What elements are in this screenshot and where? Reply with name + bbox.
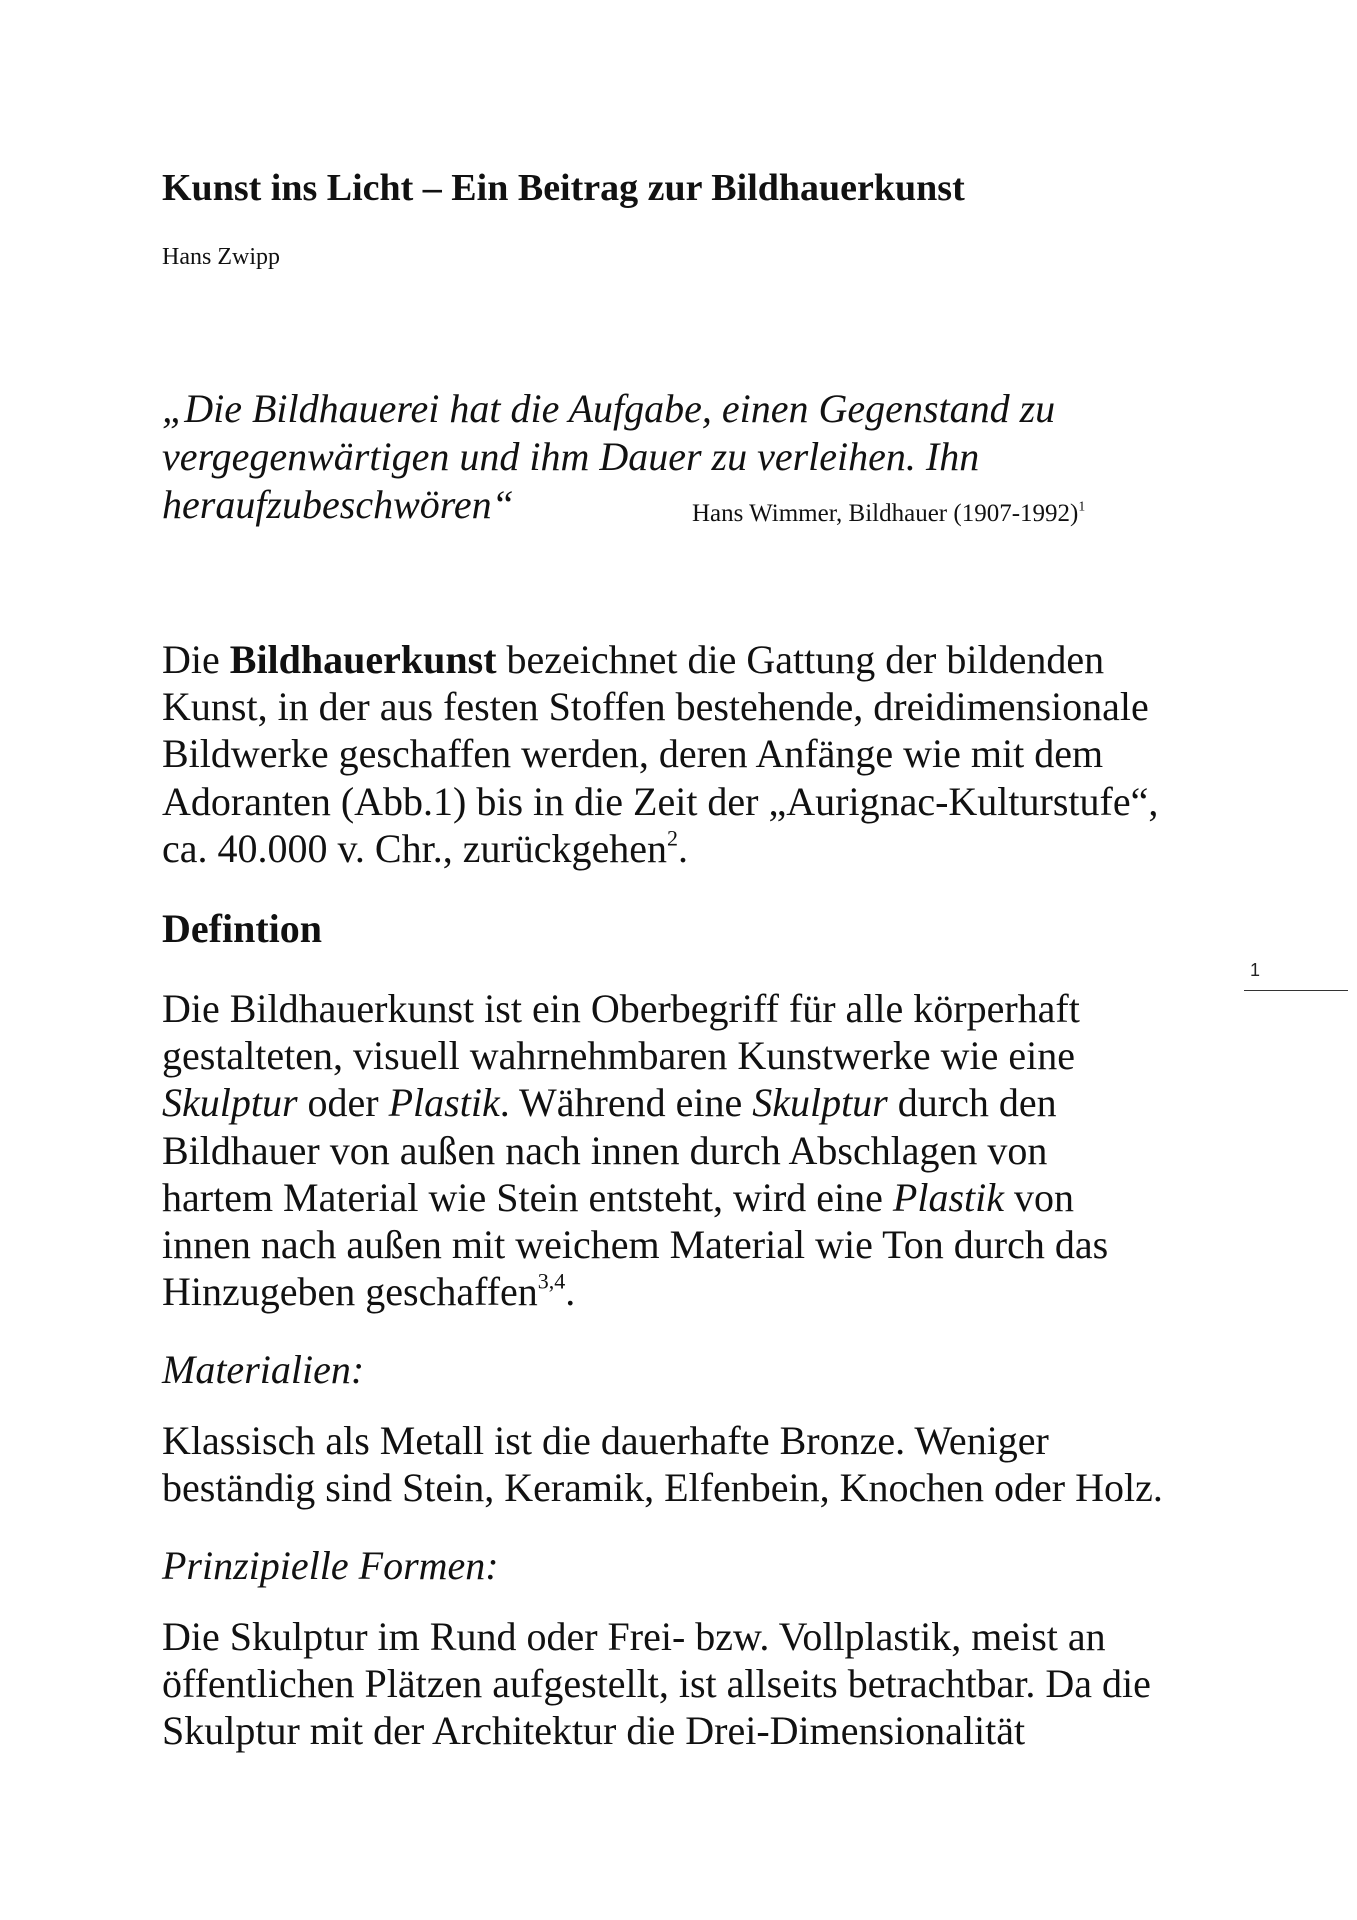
materials-paragraph [162, 1417, 1212, 1511]
materials-heading: Materialien: [162, 1347, 365, 1392]
forms-heading: Prinzipielle Formen: [162, 1543, 499, 1588]
paragraph-line: öffentlichen Plätzen aufgestellt, ist allseits betrachtbar. Da die [162, 1661, 1151, 1707]
paragraph-line: innen nach außen mit weichem Material wie Ton durch das [162, 1222, 1109, 1268]
paragraph-line: Die Bildhauerkunst ist ein Oberbegriff für alle körperhaft [162, 986, 1080, 1031]
paragraph-line [162, 1174, 1212, 1221]
text-run: . Während eine [499, 1080, 753, 1126]
paragraph-line: Kunst, in der aus festen Stoffen bestehende, dreidimensionale [162, 684, 1149, 730]
definition-paragraph [162, 985, 1212, 1315]
text-run: durch den [887, 1080, 1057, 1126]
paragraph-line: Die Skulptur im Rund oder Frei- bzw. Vollplastik, meist an [162, 1614, 1106, 1659]
text-run: bezeichnet die Gattung der bildenden [496, 637, 1105, 682]
paragraph-line [162, 636, 1212, 683]
italic-term: Skulptur [752, 1080, 888, 1126]
quote-line: „Die Bildhauerei hat die Aufgabe, einen Gegenstand zu [162, 386, 1056, 431]
text-run: Hinzugeben geschaffen [162, 1269, 538, 1315]
italic-term: Plastik [388, 1080, 500, 1126]
quote-attribution [692, 490, 1085, 538]
text-run: von [1003, 1174, 1074, 1220]
footnote-ref: 3,4 [537, 1268, 566, 1294]
paragraph-line [162, 825, 1212, 872]
text-run: oder [297, 1080, 389, 1126]
paragraph-line: gestalteten, visuell wahrnehmbaren Kunstwerke wie eine [162, 1033, 1076, 1079]
paragraph-line: Klassisch als Metall ist die dauerhafte Bronze. Weniger [162, 1418, 1049, 1463]
quote-attribution-text: Hans Wimmer, Bildhauer (1907-1992) [692, 500, 1079, 527]
author-name: Hans Zwipp [162, 244, 280, 270]
text-run: ca. 40.000 v. Chr., zurückgehen [162, 825, 668, 871]
document-title: Kunst ins Licht – Ein Beitrag zur Bildhauerkunst [162, 167, 965, 209]
page-number: 1 [1250, 960, 1261, 980]
forms-paragraph [162, 1613, 1212, 1755]
paragraph-line: Adoranten (Abb.1) bis in die Zeit der „Aurignac-Kulturstufe“, [162, 778, 1159, 824]
paragraph-line: Skulptur mit der Architektur die Drei-Dimensionalität [162, 1708, 1026, 1754]
footnote-ref: 1 [1078, 498, 1086, 514]
quote-line: heraufzubeschwören“ [162, 482, 514, 527]
footnote-ref: 2 [667, 825, 679, 851]
quote-line: vergegenwärtigen und ihm Dauer zu verleihen. Ihn [162, 434, 980, 479]
text-run: . [678, 825, 689, 871]
italic-term: Plastik [892, 1174, 1004, 1220]
paragraph-line [162, 1079, 1212, 1126]
intro-paragraph [162, 636, 1212, 872]
text-run: Die [162, 637, 230, 682]
paragraph-line [162, 1268, 1212, 1315]
definition-heading: Defintion [162, 906, 322, 951]
page-number-marker [1244, 960, 1348, 991]
bold-term: Bildhauerkunst [229, 637, 497, 682]
text-run: hartem Material wie Stein entsteht, wird eine [162, 1174, 893, 1220]
paragraph-line: Bildwerke geschaffen werden, deren Anfänge wie mit dem [162, 731, 1104, 777]
paragraph-line: beständig sind Stein, Keramik, Elfenbein, Knochen oder Holz. [162, 1465, 1163, 1511]
paragraph-line: Bildhauer von außen nach innen durch Abschlagen von [162, 1127, 1048, 1173]
text-run: . [565, 1269, 576, 1315]
epigraph-quote [162, 385, 1162, 529]
italic-term: Skulptur [162, 1080, 298, 1126]
